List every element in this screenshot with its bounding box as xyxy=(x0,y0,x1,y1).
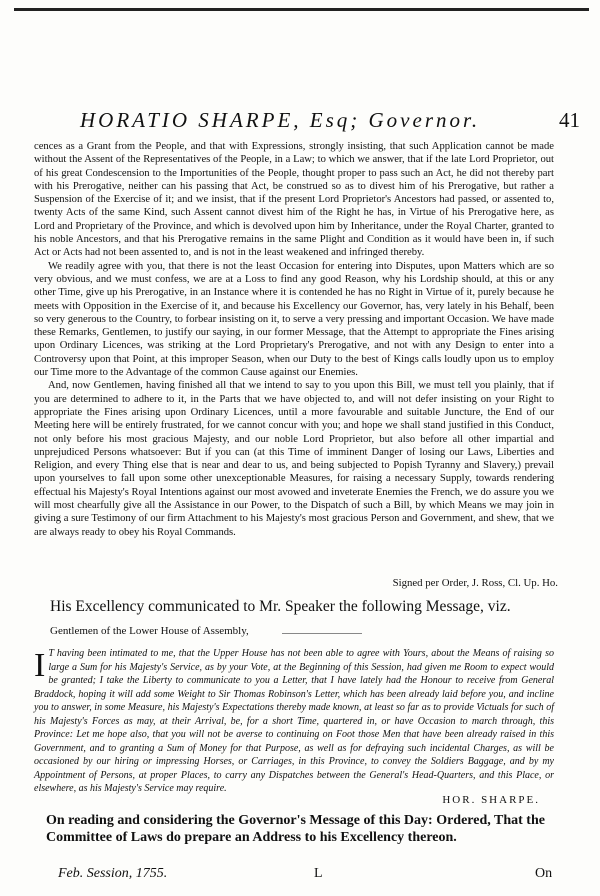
footer-signature-mark: L xyxy=(314,866,323,881)
drop-cap: I xyxy=(34,647,46,684)
running-head: HORATIO SHARPE, Esq; Governor. xyxy=(80,108,481,132)
resolution: On reading and considering the Governor's Message of this Day: Ordered, That the Committee of Laws do prepare an Address to his Excellency thereon. xyxy=(46,813,545,845)
salutation: Gentlemen of the Lower House of Assembly, xyxy=(50,625,249,637)
upper-house-message xyxy=(34,140,554,539)
page-top-edge xyxy=(14,8,589,11)
divider xyxy=(282,633,362,634)
governor-message-text: T having been intimated to me, that the Upper House has not been able to agree with Yours, about the Means of raising so large a Sum for his Majesty's Service, as by your Vote, at the Beginning of this Session, had given me Room to expect would be granted; I take the Liberty to communicate to you a Letter, that I have lately had the Honour to receive from General Braddock, hoping it will add some Weight to Sir Thomas Robinson's Letter, which has been already laid before you, and incline you to answer, in some Measure, his Majesty's Expectations thereby made known, at least so far as to provide Victuals for such of his Majesty's Forces as may, at their Arrival, be, for a short Time, quartered in, or have Occasion to march through, this Province: Let me hope also, that you will not be averse to continuing on Foot those Men that have been already raised in this Government, and to granting a Sum of Money for that Purpose, as well as for defraying such incidental Charges, as will be occasioned by our hiring or impressing Horses, or Carriages, in this Province, to convey the Soldiers Baggage, and by my Appointment of Persons, at proper Places, to carry any Dispatches between the General's Head-Quarters, and this Place, or elsewhere, as his Majesty's Service may require. xyxy=(34,648,554,794)
message-paragraph: cences as a Grant from the People, and that with Expressions, strongly insisting, that such Application cannot be made without the Assent of the Representatives of the People, in a Law; to which we answer, that if the late Lord Proprietor, out of his great Condescension to the Importunities of the People, thought proper to pass such an Act, he did not thereby part with his Prerogative, neither can his passing that Act, be construed so as to divest him of his Prerogative, but rather a Suspension of the Exercise of it; and we insist, that if the present Lord Proprietor's Ancestors had passed, or assented to, twenty Acts of the same Kind, such Assent cannot divest him of the Right he has, in Virtue of his Prerogative here, as Lord and Proprietary of the Province, and which is devolved upon him by Inheritance, under the Royal Charter, granted to his noble Ancestors, and that his Prerogative remains in the same Plight and Condition as it would have been in, if such Act or Acts had not been assented to, and is not in the least weakened and infringed thereby. xyxy=(34,141,554,259)
footer-session: Feb. Session, 1755. xyxy=(58,866,168,881)
governor-message-body xyxy=(34,647,554,796)
governor-message xyxy=(34,647,554,796)
governor-signature: HOR. SHARPE. xyxy=(442,794,540,806)
page-number: 41 xyxy=(559,108,580,132)
footer-catchword: On xyxy=(535,866,553,881)
message-signature: Signed per Order, J. Ross, Cl. Up. Ho. xyxy=(392,577,558,589)
page-header xyxy=(80,108,580,138)
message-paragraph: And, now Gentlemen, having finished all that we intend to say to you upon this Bill, we must tell you plainly, that if you are determined to adhere to it, in the Parts that we have objected to, and will not defer insisting on your Right to appropriate the Fines arising upon Ordinary Licences, until a more favourable and suitable Juncture, the End of our Meeting here will be entirely frustrated, for we cannot concur with you; and hope we shall stand justified in this Conduct, not only before his most gracious Majesty, and our noble Lord Proprietor, but also before all other impartial and unprejudiced Persons whatsoever: But if you can (at this Time of imminent Danger of losing our Laws, Liberties and Religion, and every Thing else that is near and dear to us, and being subjected to Popish Tyranny and Slavery,) prevail upon yourselves to fall upon some other unexceptionable Measures, for raising a necessary Supply, towards rendering effectual his Majesty's Royal Intentions against our most avowed and inveterate Enemies the French, we do assure you we will most chearfully give all the Assistance in our Power, to the Dispatch of such a Bill, by which Means we may join in giving a sure Testimony of our firm Attachment to his Majesty's most gracious Person and Government, and shew, that we are always ready to obey his Royal Commands. xyxy=(34,380,554,538)
section-title: His Excellency communicated to Mr. Speaker the following Message, viz. xyxy=(50,598,511,615)
message-paragraph: We readily agree with you, that there is not the least Occasion for entering into Disputes, upon Matters which are so very obvious, and we must confess, we are at a Loss to find any good Reason, why his Lordship should, at this or any other Time, give up his Prerogative, in an Instance where it is contended he has no Right in Virtue of it, purely because he meets with Opposition in the Exercise of it, and because his Excellency our Governor, has, very lately in his Behalf, been so very generous to the Country, to forbear insisting on it, to serve a very pressing and important Occasion. We have made these Remarks, Gentlemen, to justify our saying, in our former Message, that the Attempt to appropriate the Fines arising upon Ordinary Licences, was striking at the Lord Proprietary's Prerogative, and not with any Design to enter into a Controversy upon that Point, at this improper Season, when our Duty to the best of Kings calls loudly upon us to employ our Time more to the Advantage of the common Cause against our Enemies. xyxy=(34,260,554,379)
